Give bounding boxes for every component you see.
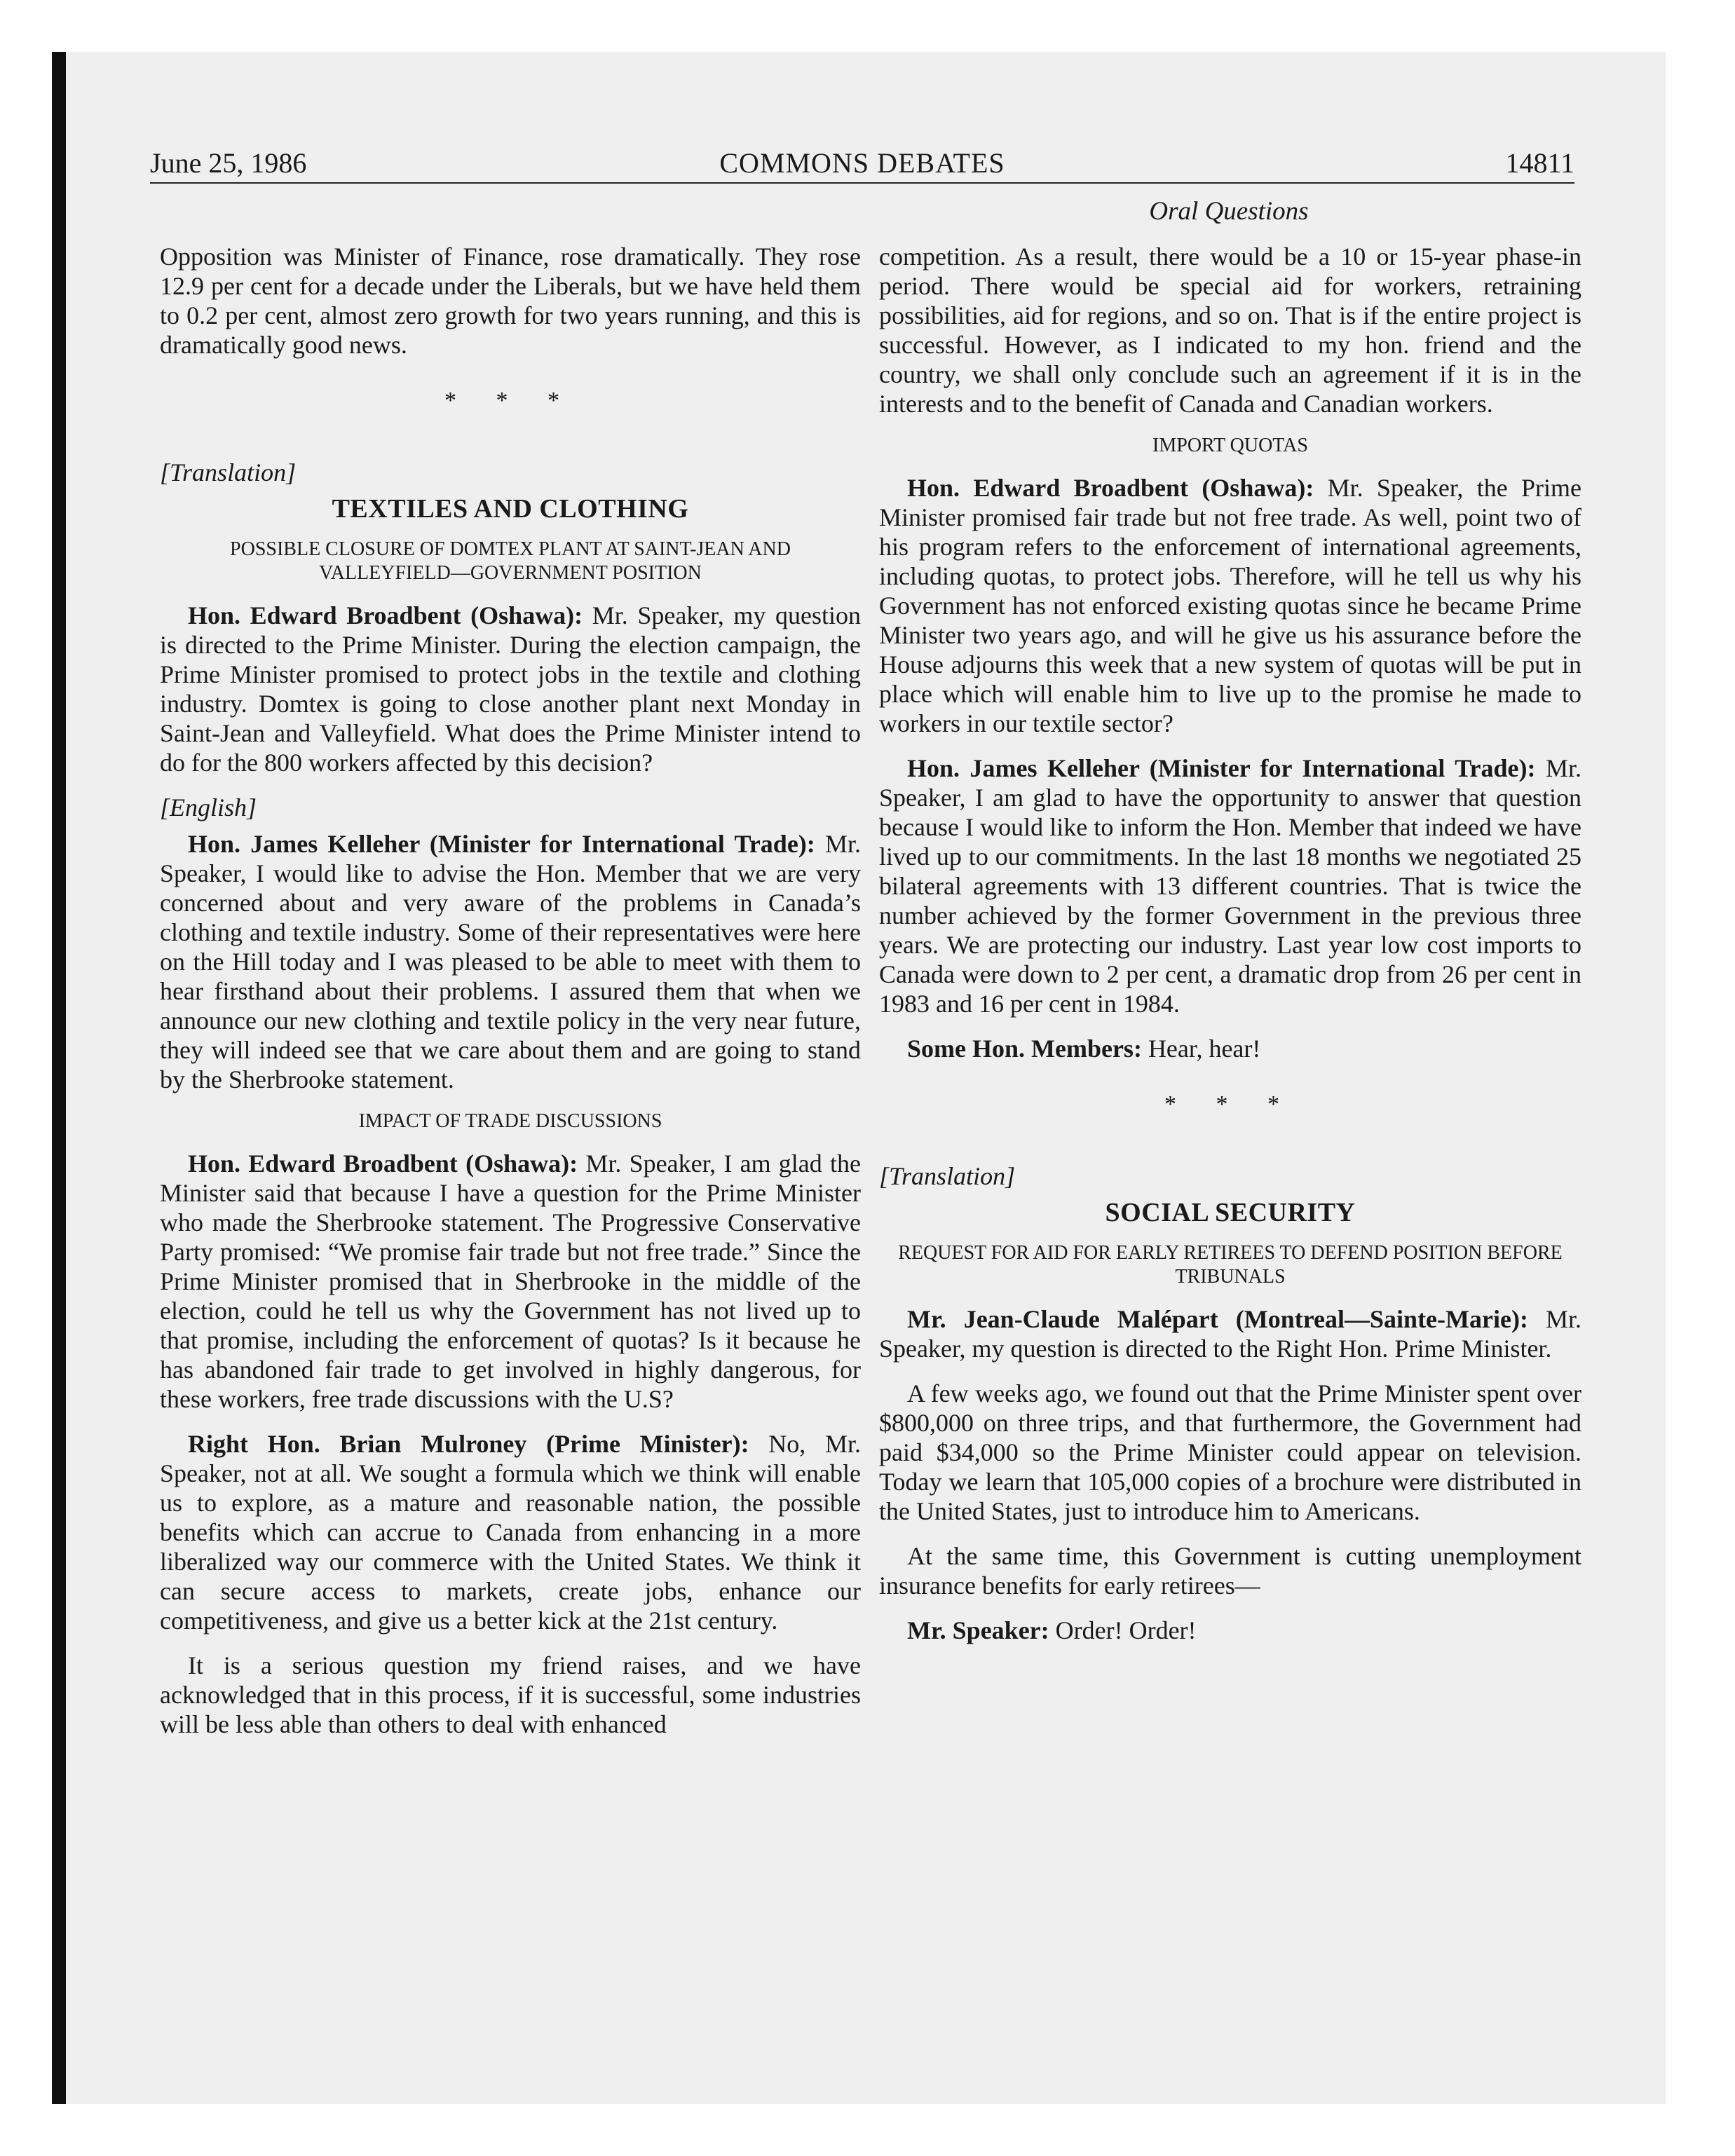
speech-text: Mr. Speaker, I am glad the Minister said that because I have a question for the Prime Minister who made the Sherbrooke statement. The Progressive Conservative Party promised: “We promise fair trade but not free trade.” Since the Prime Minister promised that in Sherbrooke in the middle of the election, could he tell us why the Government has not lived up to that promise, including the enforcement of quotas? Is it because he has abandoned fair trade to get involved in highly dangerous, for these workers, free trade discussions with the U.S?	[160, 1149, 862, 1413]
speech-paragraph	[879, 1304, 1581, 1363]
section-heading: SOCIAL SECURITY	[1105, 1198, 1356, 1227]
speech-paragraph	[879, 753, 1581, 1018]
section-label: Oral Questions	[1149, 197, 1309, 226]
paragraph: A few weeks ago, we found out that the Prime Minister spent over $800,000 on three trips, and that furthermore, the Government had paid $34,000 so the Prime Minister could appear on television. Today we learn that 105,000 copies of a brochure were distributed in the United States, just to introduce him to Americans.	[879, 1379, 1581, 1525]
speech-text: Order! Order!	[1049, 1616, 1197, 1644]
speech-paragraph	[879, 1616, 1581, 1645]
page-header	[150, 144, 1574, 184]
paragraph: competition. As a result, there would be a 10 or 15-year phase-in period. There would be special aid for workers, retraining possibilities, aid for regions, and so on. That is if the entire project is successful. However, as I indicated to my hon. friend and the country, we shall only conclude such an agreement if it is in the interests and to the benefit of Canada and Canadian workers.	[879, 243, 1581, 418]
right-column	[879, 242, 1581, 1660]
speech-text: Mr. Speaker, the Prime Minister promised fair trade but not free trade. As well, point two of his program refers to the enforcement of international agreements, including quotas, to protect jobs. Therefore, will he tell us why his Government has not enforced existing quotas since he became Prime Minister two years ago, and will he give us his assurance before the House adjourns this week that a new system of quotas will be put in place which will enable him to live up to the promise he made to workers in our textile sector?	[879, 474, 1581, 737]
speech-paragraph	[160, 1429, 861, 1635]
header-date: June 25, 1986	[150, 147, 307, 179]
speech-text: No, Mr. Speaker, not at all. We sought a formula which we think will enable us to explore, as a mature and reasonable nation, the possible benefits which can accrue to Canada from enhancing in a more liberalized way our commerce with the United States. We think it can secure access to markets, create jobs, enhance our competitiveness, and give us a better kick at the 21st century.	[160, 1430, 861, 1635]
speech-paragraph	[160, 829, 861, 1094]
speaker-name: Right Hon. Brian Mulroney (Prime Minister):	[188, 1430, 749, 1458]
speaker-name: Hon. Edward Broadbent (Oshawa):	[188, 601, 583, 629]
speech-text: Hear, hear!	[1141, 1035, 1261, 1063]
speech-paragraph	[160, 1149, 861, 1414]
section-separator: * * *	[1164, 1091, 1296, 1117]
speech-text: Mr. Speaker, I would like to advise the Hon. Member that we are very concerned about and very aware of the problems in Canada’s clothing and textile industry. Some of their representatives were here on the Hill today and I was pleased to be able to meet with them to hear firsthand about their problems. I assured them that when we announce our new clothing and textile policy in the very near future, they will indeed see that we care about them and are going to stand by the Sherbrooke statement.	[160, 830, 861, 1093]
speech-paragraph	[879, 1034, 1581, 1063]
subsection-heading: IMPACT OF TRADE DISCUSSIONS	[358, 1110, 662, 1132]
speaker-name: Hon. Edward Broadbent (Oshawa):	[188, 1149, 578, 1178]
speaker-name: Hon. James Kelleher (Minister for International Trade):	[188, 830, 815, 858]
subsection-heading: REQUEST FOR AID FOR EARLY RETIREES TO DEFEND POSITION BEFORE TRIBUNALS	[898, 1242, 1563, 1288]
section-separator: * * *	[444, 388, 576, 414]
speech-paragraph	[160, 601, 861, 777]
speaker-name: Mr. Speaker:	[907, 1616, 1049, 1644]
speech-text: Mr. Speaker, my question is directed to the Prime Minister. During the election campaign, the Prime Minister promised to protect jobs in the textile and clothing industry. Domtex is going to close another plant next Monday in Saint-Jean and Valleyfield. What does the Prime Minister intend to do for the 800 workers affected by this decision?	[160, 601, 862, 777]
paragraph: At the same time, this Government is cutting unemployment insurance benefits for early retirees—	[879, 1542, 1581, 1599]
speaker-name: Hon. James Kelleher (Minister for International Trade):	[907, 754, 1536, 782]
binding-edge	[52, 52, 66, 2104]
paragraph: It is a serious question my friend raises, and we have acknowledged that in this process, if it is successful, some industries will be less able than others to deal with enhanced	[160, 1651, 861, 1738]
paragraph: Opposition was Minister of Finance, rose dramatically. They rose 12.9 per cent for a decade under the Liberals, but we have held them to 0.2 per cent, almost zero growth for two years running, and this is dramatically good news.	[160, 243, 861, 359]
language-tag: [Translation]	[879, 1162, 1016, 1190]
subsection-heading: IMPORT QUOTAS	[1152, 435, 1308, 456]
section-heading: TEXTILES AND CLOTHING	[332, 494, 689, 524]
header-title: COMMONS DEBATES	[719, 147, 1005, 179]
speech-text: Mr. Speaker, my question is directed to the Right Hon. Prime Minister.	[879, 1305, 1581, 1363]
language-tag: [English]	[160, 793, 257, 821]
language-tag: [Translation]	[160, 458, 297, 486]
speaker-name: Hon. Edward Broadbent (Oshawa):	[907, 474, 1314, 502]
subsection-heading: POSSIBLE CLOSURE OF DOMTEX PLANT AT SAINT-JEAN AND VALLEYFIELD—GOVERNMENT POSITION	[230, 538, 791, 584]
speaker-name: Some Hon. Members:	[907, 1035, 1142, 1063]
speech-paragraph	[879, 473, 1581, 738]
speaker-name: Mr. Jean-Claude Malépart (Montreal—Sainte-Marie):	[907, 1305, 1528, 1333]
header-page-number: 14811	[1505, 147, 1574, 179]
speech-text: Mr. Speaker, I am glad to have the opportunity to answer that question because I would like to inform the Hon. Member that indeed we have lived up to our commitments. In the last 18 months we negotiated 25 bilateral agreements with 13 different countries. That is twice the number achieved by the former Government in the previous three years. We are protecting our industry. Last year low cost imports to Canada were down to 2 per cent, a dramatic drop from 26 per cent in 1983 and 16 per cent in 1984.	[879, 754, 1582, 1018]
left-column	[160, 242, 861, 1754]
